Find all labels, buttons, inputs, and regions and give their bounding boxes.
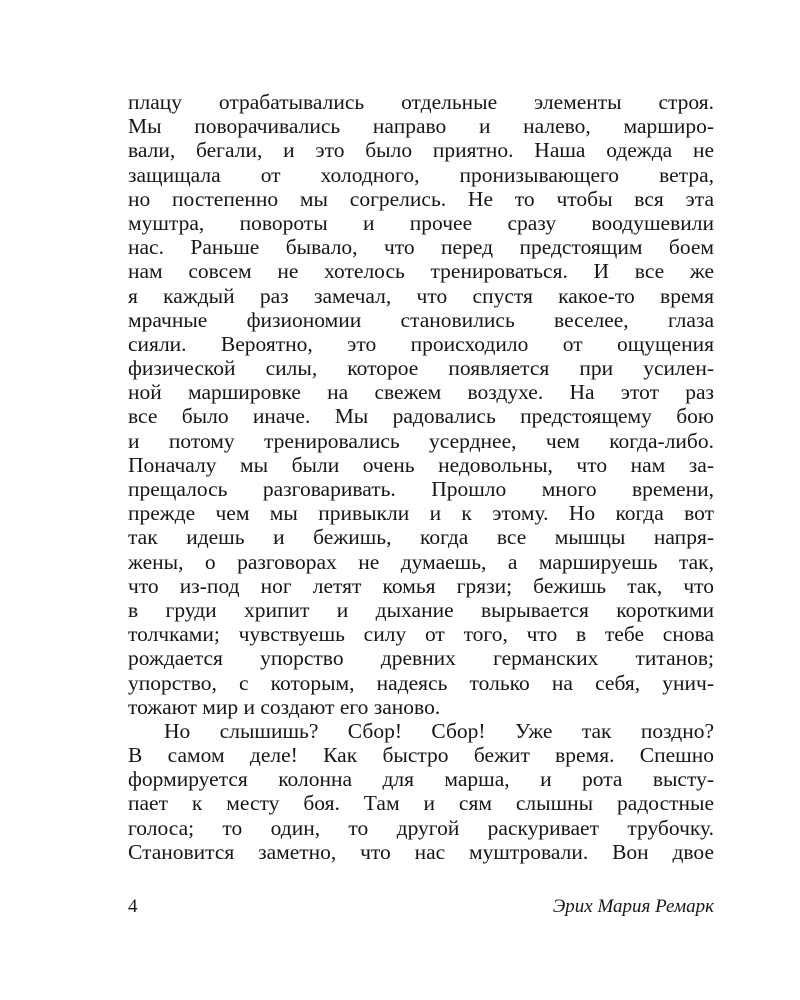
text-line: вали, бегали, и это было приятно. Наша одежда не [128,138,714,163]
text-line: нас. Раньше бывало, что перед предстоящим боем [128,235,714,260]
text-line: так идешь и бежишь, когда все мышцы напря- [128,525,714,550]
page-footer [128,893,714,921]
text-line: жены, о разговорах не думаешь, а маршируешь так, [128,549,714,574]
text-line: пает к месту боя. Там и сям слышны радостные [128,791,714,816]
text-line: Поначалу мы были очень недовольны, что нам за- [128,452,714,477]
body-text [128,90,714,864]
text-line: но постепенно мы согрелись. Не то чтобы вся эта [128,186,714,211]
text-line: Становится заметно, что нас муштровали. Вон двое [128,839,714,864]
text-line: защищала от холодного, пронизывающего ветра, [128,162,714,187]
text-line: плацу отрабатывались отдельные элементы строя. [128,90,714,114]
running-head-author: Эрих Мария Ремарк [552,896,714,917]
text-line: толчками; чувствуешь силу от того, что в тебе снова [128,622,714,647]
page-number: 4 [128,896,138,917]
text-line: я каждый раз замечал, что спустя какое-то время [128,283,714,308]
text-line-paragraph-end: тожают мир и создают его заново. [128,694,441,719]
text-line: Мы поворачивались направо и налево, марширо- [128,114,714,139]
text-line: голоса; то один, то другой раскуривает трубочку. [128,815,714,840]
text-line: и потому тренировались усерднее, чем когда-либо. [128,428,714,453]
text-line: В самом деле! Как быстро бежит время. Спешно [128,743,714,768]
text-line: рождается упорство древних германских титанов; [128,646,714,671]
text-line: сияли. Вероятно, это происходило от ощущения [128,331,714,356]
text-line: ной маршировке на свежем воздухе. На этот раз [128,380,714,405]
text-line: прежде чем мы привыкли и к этому. Но когда вот [128,501,714,526]
text-line: что из-под ног летят комья грязи; бежишь так, что [128,573,714,598]
text-line: в груди хрипит и дыхание вырывается короткими [128,597,714,622]
text-line: прещалось разговаривать. Прошло много времени, [128,477,714,501]
text-line: формируется колонна для марша, и рота высту- [128,767,714,792]
text-line: муштра, повороты и прочее сразу воодушевили [128,210,714,235]
text-line: мрачные физиономии становились веселее, глаза [128,307,714,332]
text-line: физической силы, которое появляется при усилен- [128,356,714,381]
text-line: нам совсем не хотелось тренироваться. И все же [128,259,714,284]
text-line-paragraph-start: Но слышишь? Сбор! Сбор! Уже так поздно? [164,718,714,743]
text-line: все было иначе. Мы радовались предстоящему бою [128,404,714,429]
text-line: упорство, с которым, надеясь только на себя, унич- [128,670,714,695]
